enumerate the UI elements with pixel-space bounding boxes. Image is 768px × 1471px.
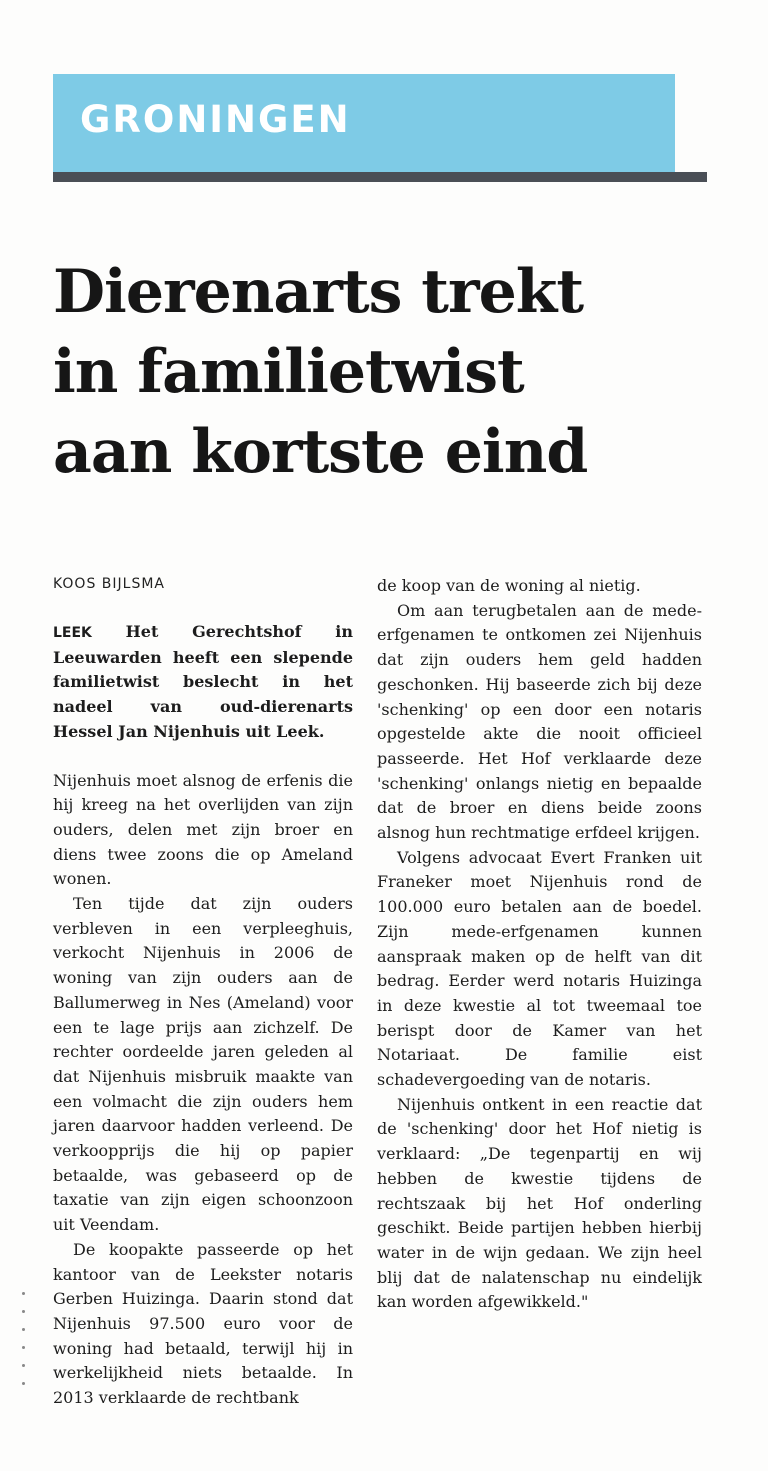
margin-dot — [22, 1292, 25, 1295]
paragraph-right-3: Volgens advocaat Evert Franken uit Franeker moet Nijenhuis rond de 100.000 euro betalen aan de boedel. Zijn mede-erfgenamen kunnen aanspraak maken op de helft van dit bedrag. Eerder werd notaris Huizinga in deze kwestie al tot tweemaal toe berispt door de Kamer van het Notariaat. De familie eist schadevergoeding van de notaris. — [377, 847, 702, 1090]
paragraph-right-1: de koop van de woning al nietig. — [377, 576, 641, 595]
section-rule — [53, 172, 707, 182]
section-label: GRONINGEN — [80, 98, 351, 141]
margin-dots — [22, 1292, 30, 1400]
lead-text: Het Gerechtshof in Leeuwarden heeft een slepende familietwist beslecht in het nadeel van oud-dierenarts Hessel Jan Nijenhuis uit Leek. — [53, 622, 353, 741]
article-column-right — [377, 574, 702, 1315]
byline: KOOS BIJLSMA — [53, 576, 165, 592]
paragraph-left-2: Ten tijde dat zijn ouders verbleven in een verpleeghuis, verkocht Nijenhuis in 2006 de woning van zijn ouders aan de Ballumerweg in Nes (Ameland) voor een te lage prijs aan zichzelf. De rechter oordeelde jaren geleden al dat Nijenhuis misbruik maakte van een volmacht die zijn ouders hem jaren daarvoor hadden verleend. De verkoopprijs die hij op papier betaalde, was gebaseerd op de taxatie van zijn eigen schoonzoon uit Veendam. — [53, 894, 353, 1235]
article-column-left — [53, 572, 353, 1411]
paragraph-right-2: Om aan terugbetalen aan de mede-erfgenamen te ontkomen zei Nijenhuis dat zijn ouders hem geld hadden geschonken. Hij baseerde zich bij deze 'schenking' op een door een notaris opgestelde akte die nooit officieel passeerde. Het Hof verklaarde deze 'schenking' onlangs nietig en bepaalde dat de broer en diens beide zoons alsnog hun rechtmatige erfdeel krijgen. — [377, 600, 702, 843]
headline-line-2: in familietwist — [53, 337, 524, 407]
margin-dot — [22, 1310, 25, 1313]
dateline: LEEK — [53, 625, 92, 641]
margin-dot — [22, 1346, 25, 1349]
headline-line-3: aan kortste eind — [53, 417, 588, 487]
headline — [53, 252, 733, 492]
paragraph-left-1: Nijenhuis moet alsnog de erfenis die hij kreeg na het overlijden van zijn ouders, delen met zijn broer en diens twee zoons die op Ameland wonen. — [53, 770, 353, 889]
lead-paragraph — [53, 620, 353, 745]
paragraph-right-4: Nijenhuis ontkent in een reactie dat de 'schenking' door het Hof nietig is verklaard: „De tegenpartij en wij hebben de kwestie tijdens de rechtszaak bij het Hof onderling geschikt. Beide partijen hebben hierbij water in de wijn gedaan. We zijn heel blij dat de nalatenschap nu eindelijk kan worden afgewikkeld." — [377, 1094, 702, 1312]
paragraph-left-3: De koopakte passeerde op het kantoor van de Leekster notaris Gerben Huizinga. Daarin stond dat Nijenhuis 97.500 euro voor de woning had betaald, terwijl hij in werkelijkheid niets betaalde. In 2013 verklaarde de rechtbank — [53, 1239, 353, 1408]
headline-line-1: Dierenarts trekt — [53, 257, 584, 327]
margin-dot — [22, 1328, 25, 1331]
margin-dot — [22, 1382, 25, 1385]
margin-dot — [22, 1364, 25, 1367]
